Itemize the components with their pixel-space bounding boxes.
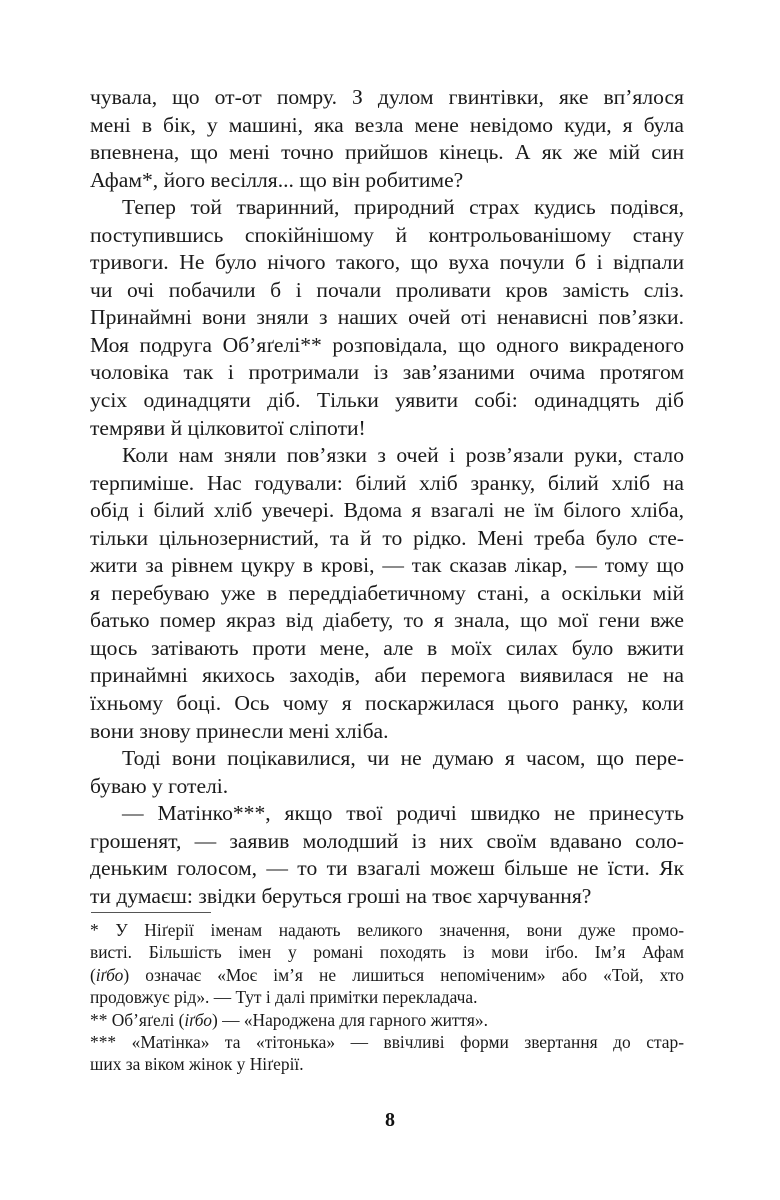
body-line: Тепер той тваринний, природний страх кудись подівся, (122, 195, 684, 220)
body-line: їхньому боці. Ось чому я поскаржилася цього ранку, коли (90, 691, 684, 716)
body-line: тривоги. Не було нічого такого, що вуха почули б і відпали (90, 250, 684, 275)
page-number: 8 (385, 1109, 395, 1131)
body-line: Афам*, його весілля... що він робитиме? (90, 167, 464, 192)
body-line: Принаймні вони зняли з наших очей оті ненависні пов’язки. (90, 305, 684, 330)
body-line: ти думаєш: звідки беруться гроші на твоє харчування? (90, 883, 592, 908)
body-line: Коли нам зняли пов’язки з очей і розв’язали руки, стало (122, 443, 684, 468)
footnote-1-line: (іґбо) означає «Моє ім’я не лишиться непоміченим» або «Той, хто (90, 964, 684, 985)
footnote-separator (91, 912, 211, 913)
body-line: Тоді вони поцікавилися, чи не думаю я часом, що пере- (122, 746, 684, 771)
body-line: вони знову принесли мені хліба. (90, 718, 389, 743)
body-line: деньким голосом, — то ти взагалі можеш більше не їсти. Як (90, 856, 684, 881)
body-line: тільки цільнозернистий, та й то рідко. Мені треба було сте- (90, 525, 684, 550)
body-line: чоловіка так і протримали із зав’язаними очима протягом (90, 360, 684, 385)
body-line: — Матінко***, якщо твої родичі швидко не принесуть (122, 801, 684, 826)
body-line: Моя подруга Об’яґелі** розповідала, що одного викраденого (90, 332, 684, 357)
footnote-3-line: *** «Матінка» та «тітонька» — ввічливі форми звертання до стар- (90, 1031, 684, 1052)
body-line: поступившись спокійнішому й контрольованішому стану (90, 222, 684, 247)
body-line: грошенят, — заявив молодший із них своїм вдавано соло- (90, 828, 684, 853)
footnote-1-line: продовжує рід». — Тут і далі примітки перекладача. (90, 987, 478, 1008)
body-line: усіх одинадцяти діб. Тільки уявити собі: одинадцять діб (90, 388, 684, 413)
body-line: щось затівають проти мене, але в моїх силах було вжити (90, 635, 684, 660)
footnotes (90, 919, 684, 1076)
footnote-1-line: висті. Більшість імен у романі походять із мови іґбо. Ім’я Афам (90, 942, 684, 963)
body-line: батько помер якраз від діабету, то я знала, що мої гени вже (90, 608, 684, 633)
body-line: обід і білий хліб увечері. Вдома я взагалі не їм білого хліба, (90, 498, 684, 523)
body-line: впевнена, що мені точно прийшов кінець. А як же мій син (90, 140, 684, 165)
body-line: жити за рівнем цукру в крові, — так сказав лікар, — тому що (90, 553, 684, 578)
body-line: темряви й цілковитої сліпоти! (90, 415, 366, 440)
body-line: буваю у готелі. (90, 773, 229, 798)
footnote-3-line: ших за віком жінок у Ніґерії. (90, 1054, 304, 1075)
footnote-1-line: * У Ніґерії іменам надають великого значення, вони дуже промо- (90, 920, 684, 940)
body-line: чувала, що от-от помру. З дулом гвинтівки, яке вп’ялося (90, 85, 684, 109)
body-line: мені в бік, у машині, яка везла мене невідомо куди, я була (90, 112, 684, 137)
body-line: терпиміше. Нас годували: білий хліб зранку, білий хліб на (90, 470, 684, 495)
body-line: чи очі побачили б і почали проливати кров замість сліз. (90, 277, 684, 302)
body-line: принаймні якихось заходів, аби перемога виявилася не на (90, 663, 684, 688)
body-text (90, 84, 684, 910)
footnote-2-line: ** Об’яґелі (іґбо) — «Народжена для гарного життя». (90, 1009, 488, 1030)
body-line: я перебуваю уже в переддіабетичному стані, а оскільки мій (90, 580, 684, 605)
